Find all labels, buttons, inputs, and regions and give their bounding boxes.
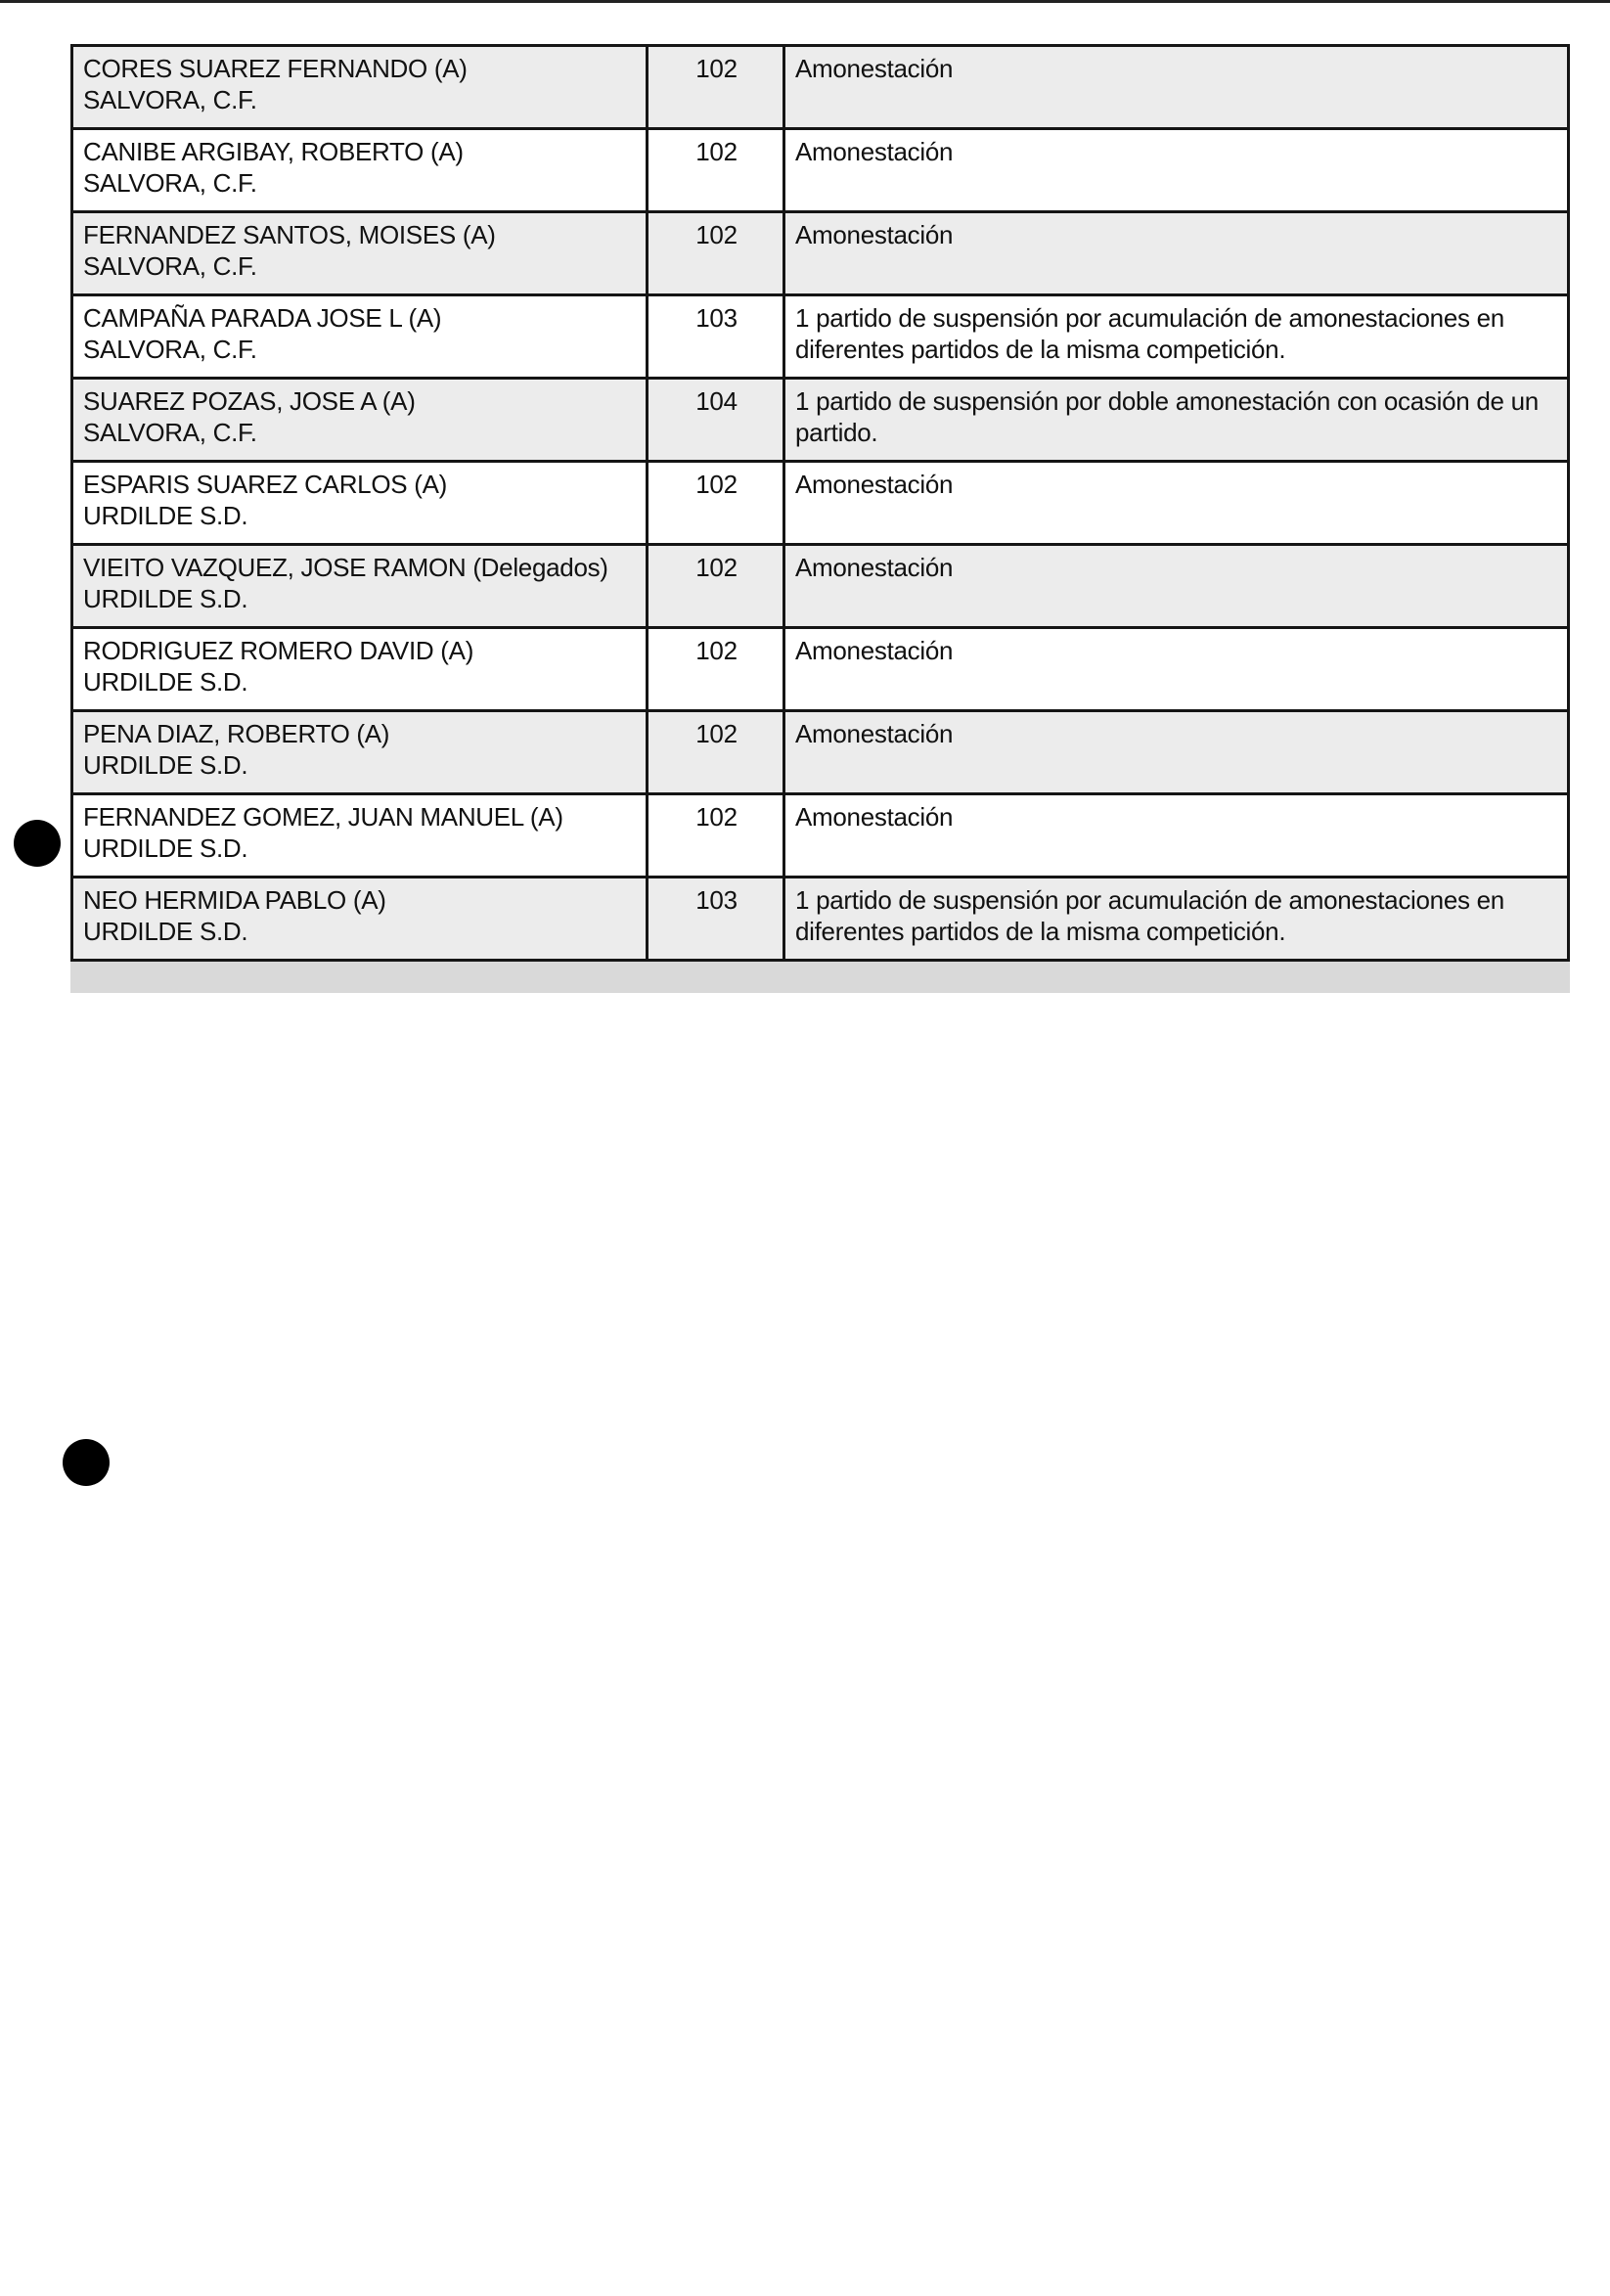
scan-shadow-band: [70, 962, 1570, 993]
sanctions-table: [70, 44, 1570, 962]
table-row: [72, 628, 1569, 711]
article-code: 102: [648, 46, 784, 129]
player-cell: [72, 46, 648, 129]
club-name: SALVORA, C.F.: [83, 251, 257, 281]
player-name: VIEITO VAZQUEZ, JOSE RAMON (Delegados): [83, 553, 608, 582]
club-name: URDILDE S.D.: [83, 584, 248, 613]
club-name: URDILDE S.D.: [83, 917, 248, 946]
club-name: URDILDE S.D.: [83, 667, 248, 697]
player-name: CORES SUAREZ FERNANDO (A): [83, 54, 468, 83]
table-row: [72, 711, 1569, 794]
table-row: [72, 794, 1569, 878]
article-code: 102: [648, 711, 784, 794]
club-name: URDILDE S.D.: [83, 501, 248, 530]
player-cell: [72, 129, 648, 212]
player-cell: [72, 878, 648, 961]
sanction-text: Amonestación: [784, 212, 1569, 295]
sanction-text: Amonestación: [784, 711, 1569, 794]
sanction-text: Amonestación: [784, 129, 1569, 212]
sanction-text: Amonestación: [784, 794, 1569, 878]
club-name: URDILDE S.D.: [83, 833, 248, 863]
player-name: CAMPAÑA PARADA JOSE L (A): [83, 303, 442, 333]
player-name: NEO HERMIDA PABLO (A): [83, 885, 386, 915]
article-code: 102: [648, 545, 784, 628]
player-cell: [72, 711, 648, 794]
article-code: 102: [648, 462, 784, 545]
player-cell: [72, 379, 648, 462]
player-name: PENA DIAZ, ROBERTO (A): [83, 719, 390, 748]
club-name: SALVORA, C.F.: [83, 168, 257, 198]
sanction-text: Amonestación: [784, 628, 1569, 711]
article-code: 103: [648, 878, 784, 961]
table-row: [72, 379, 1569, 462]
sanction-text: 1 partido de suspensión por acumulación de amonestaciones en diferentes partidos de la misma competición.: [784, 295, 1569, 379]
player-name: ESPARIS SUAREZ CARLOS (A): [83, 470, 447, 499]
player-cell: [72, 295, 648, 379]
article-code: 102: [648, 794, 784, 878]
article-code: 102: [648, 628, 784, 711]
club-name: SALVORA, C.F.: [83, 335, 257, 364]
club-name: SALVORA, C.F.: [83, 85, 257, 114]
article-code: 102: [648, 129, 784, 212]
player-name: SUAREZ POZAS, JOSE A (A): [83, 386, 416, 416]
club-name: URDILDE S.D.: [83, 750, 248, 780]
player-cell: [72, 628, 648, 711]
table-row: [72, 462, 1569, 545]
article-code: 103: [648, 295, 784, 379]
sanction-text: 1 partido de suspensión por acumulación de amonestaciones en diferentes partidos de la misma competición.: [784, 878, 1569, 961]
table-row: [72, 129, 1569, 212]
table-row: [72, 46, 1569, 129]
player-cell: [72, 212, 648, 295]
player-cell: [72, 462, 648, 545]
player-name: FERNANDEZ GOMEZ, JUAN MANUEL (A): [83, 802, 563, 832]
player-cell: [72, 545, 648, 628]
article-code: 102: [648, 212, 784, 295]
sanction-text: Amonestación: [784, 545, 1569, 628]
table-row: [72, 212, 1569, 295]
player-cell: [72, 794, 648, 878]
club-name: SALVORA, C.F.: [83, 418, 257, 447]
article-code: 104: [648, 379, 784, 462]
sanction-text: Amonestación: [784, 462, 1569, 545]
sanction-text: 1 partido de suspensión por doble amonestación con ocasión de un partido.: [784, 379, 1569, 462]
player-name: FERNANDEZ SANTOS, MOISES (A): [83, 220, 496, 249]
player-name: CANIBE ARGIBAY, ROBERTO (A): [83, 137, 464, 166]
punch-hole-icon: [14, 820, 61, 867]
table-row: [72, 295, 1569, 379]
player-name: RODRIGUEZ ROMERO DAVID (A): [83, 636, 474, 665]
punch-hole-icon: [63, 1439, 110, 1486]
table-row: [72, 545, 1569, 628]
sanction-text: Amonestación: [784, 46, 1569, 129]
scan-edge-line: [0, 0, 1610, 3]
document-body: [70, 44, 1570, 993]
table-row: [72, 878, 1569, 961]
